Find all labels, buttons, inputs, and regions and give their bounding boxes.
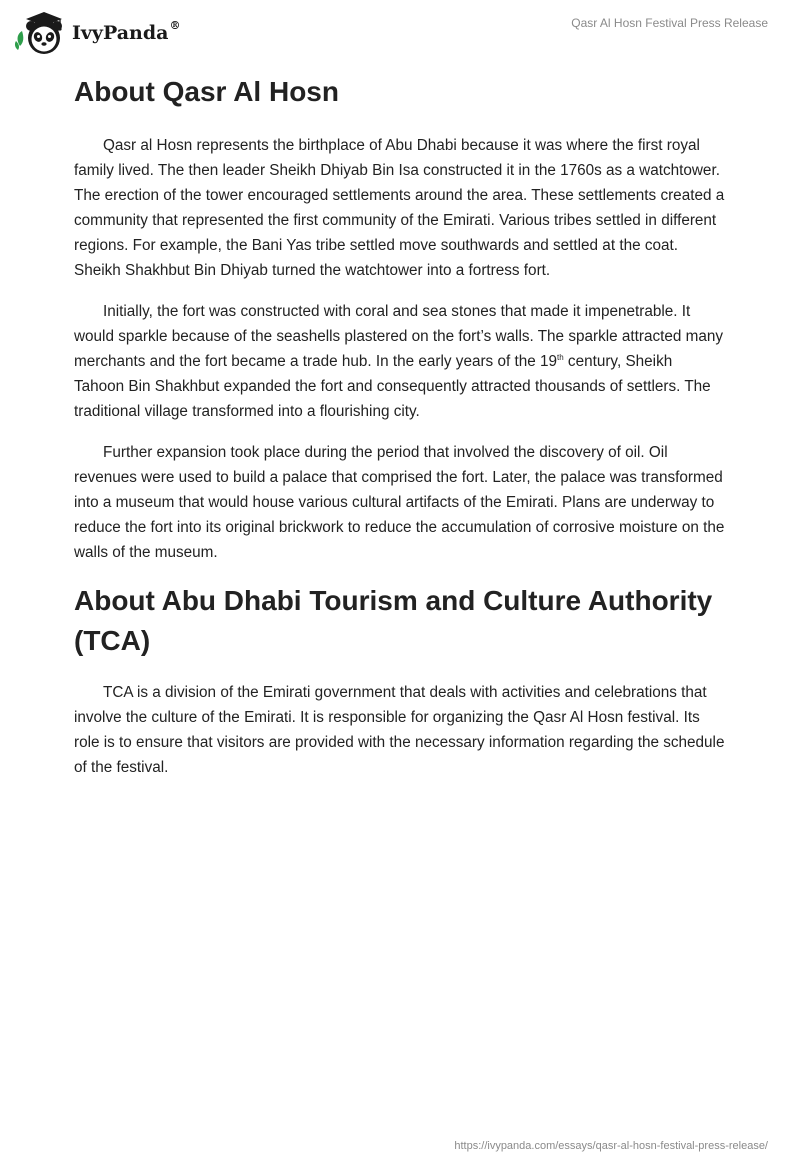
paragraph-text: century, Sheikh Tahoon Bin Shakhbut expanded the fort and consequently attracted thousands of settlers. The traditional village transformed into a flourishing city.: [74, 353, 711, 420]
document-title: Qasr Al Hosn Festival Press Release: [571, 16, 768, 30]
panda-logo-icon: [14, 6, 68, 60]
document-body: [74, 70, 726, 796]
ordinal-suffix: th: [557, 352, 564, 362]
paragraph: TCA is a division of the Emirati government that deals with activities and celebrations that involve the culture of the Emirati. It is responsible for organizing the Qasr Al Hosn festival. Its role is to ensure that visitors are provided with the necessary information regarding the schedule of the festival.: [74, 684, 725, 776]
paragraph: Further expansion took place during the period that involved the discovery of oil. Oil revenues were used to build a palace that comprised the fort. Later, the palace was transformed into a museum that would house various cultural artifacts of the Emirati. Plans are underway to reduce the fort into its original brickwork to reduce the accumulation of corrosive moisture on the walls of the museum.: [74, 444, 725, 561]
section-heading-qasr-al-hosn: About Qasr Al Hosn: [74, 76, 339, 107]
logo-name: IvyPanda: [72, 22, 169, 44]
section-heading-tca: About Abu Dhabi Tourism and Culture Authority (TCA): [74, 585, 713, 656]
registered-mark: ®: [169, 19, 181, 32]
logo-wordmark: [72, 19, 181, 44]
paragraph-text: Initially, the fort was constructed with coral and sea stones that made it impenetrable. It would sparkle because of the seashells plastered on the fort’s walls. The sparkle attracted many merchants and the fort became a trade hub. In the early years of the 19: [74, 303, 724, 370]
page-header: [14, 6, 768, 60]
ivypanda-logo[interactable]: [14, 6, 180, 60]
source-url-link[interactable]: https://ivypanda.com/essays/qasr-al-hosn-festival-press-release/: [454, 1140, 768, 1152]
paragraph: Qasr al Hosn represents the birthplace of Abu Dhabi because it was where the first royal family lived. The then leader Sheikh Dhiyab Bin Isa constructed it in the 1760s as a watchtower. The erection of the tower encouraged settlements around the area. These settlements created a community that represented the first community of the Emirati. Various tribes settled in different regions. For example, the Bani Yas tribe settled move southwards and settled at the coat. Sheikh Shakhbut Bin Dhiyab turned the watchtower into a fortress fort.: [74, 137, 725, 279]
paragraph: [74, 299, 726, 424]
